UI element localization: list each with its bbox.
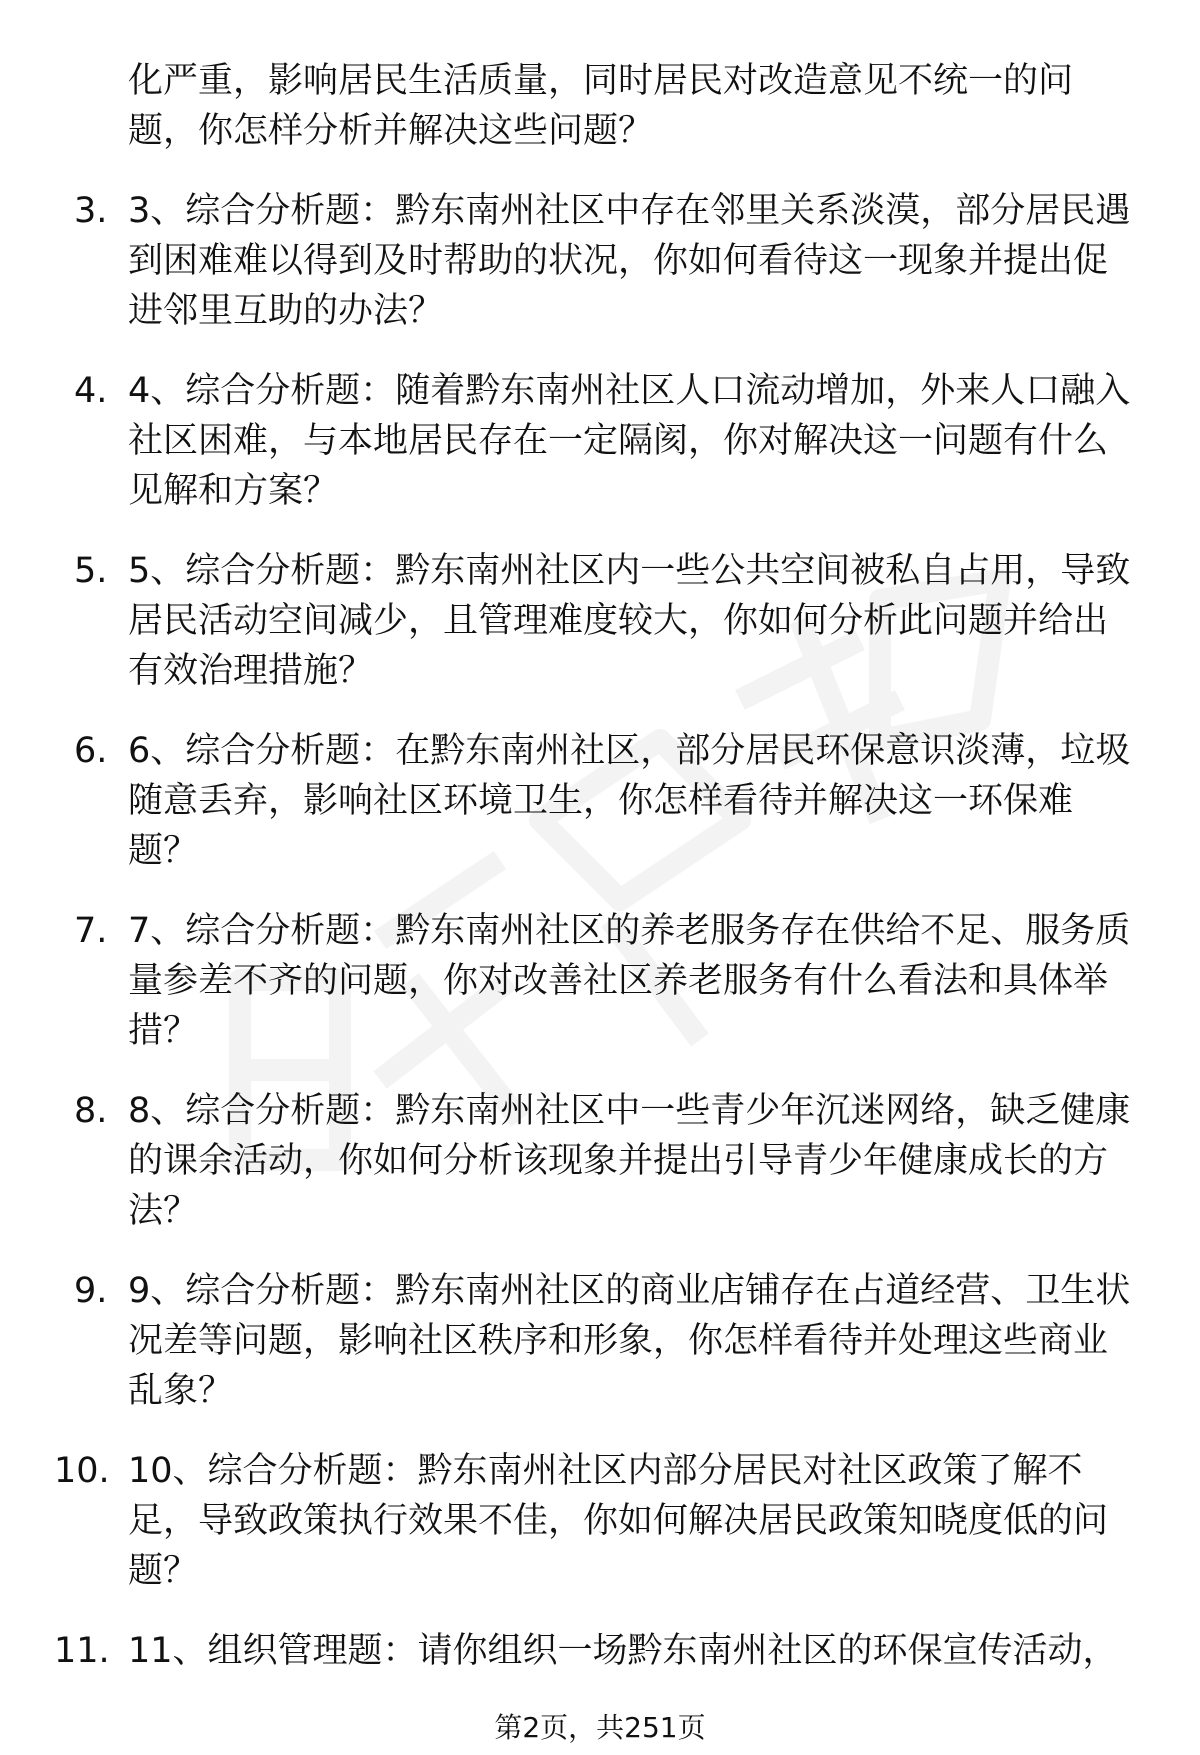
text-line: 题？	[128, 831, 199, 871]
list-item	[0, 1086, 1200, 1236]
item-number: 4.	[74, 371, 108, 411]
text-line: 随意丢弃，影响社区环境卫生，你怎样看待并解决这一环保难	[128, 781, 1074, 821]
question-list	[0, 56, 1200, 1706]
item-text	[128, 1446, 1168, 1596]
text-line: 况差等问题，影响社区秩序和形象，你怎样看待并处理这些商业	[128, 1321, 1109, 1361]
list-item	[0, 1446, 1200, 1596]
item-number: 11.	[54, 1631, 110, 1671]
list-item	[0, 546, 1200, 696]
list-item	[0, 726, 1200, 876]
list-item	[0, 906, 1200, 1056]
text-line: 10、综合分析题：黔东南州社区内部分居民对社区政策了解不	[128, 1451, 1083, 1491]
list-item	[0, 186, 1200, 336]
item-number: 7.	[74, 911, 108, 951]
text-line: 7、综合分析题：黔东南州社区的养老服务存在供给不足、服务质	[128, 911, 1131, 951]
item-text	[128, 906, 1168, 1056]
text-line: 社区困难，与本地居民存在一定隔阂，你对解决这一问题有什么	[128, 421, 1109, 461]
item-number: 5.	[74, 551, 108, 591]
text-line: 题？	[128, 1551, 199, 1591]
text-line: 11、组织管理题：请你组织一场黔东南州社区的环保宣传活动，	[128, 1631, 1118, 1671]
text-line: 居民活动空间减少，且管理难度较大，你如何分析此问题并给出	[128, 601, 1109, 641]
text-line: 到困难难以得到及时帮助的状况，你如何看待这一现象并提出促	[128, 241, 1109, 281]
text-line: 6、综合分析题：在黔东南州社区，部分居民环保意识淡薄，垃圾	[128, 731, 1131, 771]
item-text	[128, 366, 1168, 516]
text-line: 见解和方案？	[128, 471, 339, 511]
list-item	[0, 1626, 1200, 1676]
text-line: 3、综合分析题：黔东南州社区中存在邻里关系淡漠，部分居民遇	[128, 191, 1131, 231]
item-number: 10.	[54, 1451, 110, 1491]
text-line: 4、综合分析题：随着黔东南州社区人口流动增加，外来人口融入	[128, 371, 1131, 411]
text-line: 进邻里互助的办法？	[128, 291, 444, 331]
text-line: 化严重，影响居民生活质量，同时居民对改造意见不统一的问	[128, 61, 1074, 101]
text-line: 5、综合分析题：黔东南州社区内一些公共空间被私自占用，导致	[128, 551, 1131, 591]
item-number: 9.	[74, 1271, 108, 1311]
item-text	[128, 1266, 1168, 1416]
text-line: 题，你怎样分析并解决这些问题？	[128, 111, 654, 151]
item-number: 6.	[74, 731, 108, 771]
text-line: 有效治理措施？	[128, 651, 374, 691]
page-number-footer: 第2页，共251页	[494, 1711, 706, 1744]
text-line: 的课余活动，你如何分析该现象并提出引导青少年健康成长的方	[128, 1141, 1109, 1181]
item-text	[128, 1086, 1168, 1236]
text-line: 9、综合分析题：黔东南州社区的商业店铺存在占道经营、卫生状	[128, 1271, 1131, 1311]
text-line: 量参差不齐的问题，你对改善社区养老服务有什么看法和具体举	[128, 961, 1109, 1001]
item-text	[128, 1626, 1168, 1676]
item-number: 8.	[74, 1091, 108, 1131]
text-line: 法？	[128, 1191, 199, 1231]
text-line: 足，导致政策执行效果不佳，你如何解决居民政策知晓度低的问	[128, 1501, 1109, 1541]
item-number: 3.	[74, 191, 108, 231]
item-text	[128, 186, 1168, 336]
text-line: 乱象？	[128, 1371, 234, 1411]
list-item	[0, 366, 1200, 516]
item-text	[128, 546, 1168, 696]
list-item	[0, 1266, 1200, 1416]
continuation-text	[128, 56, 1200, 156]
text-line: 措？	[128, 1011, 199, 1051]
item-text	[128, 726, 1168, 876]
text-line: 8、综合分析题：黔东南州社区中一些青少年沉迷网络，缺乏健康	[128, 1091, 1131, 1131]
